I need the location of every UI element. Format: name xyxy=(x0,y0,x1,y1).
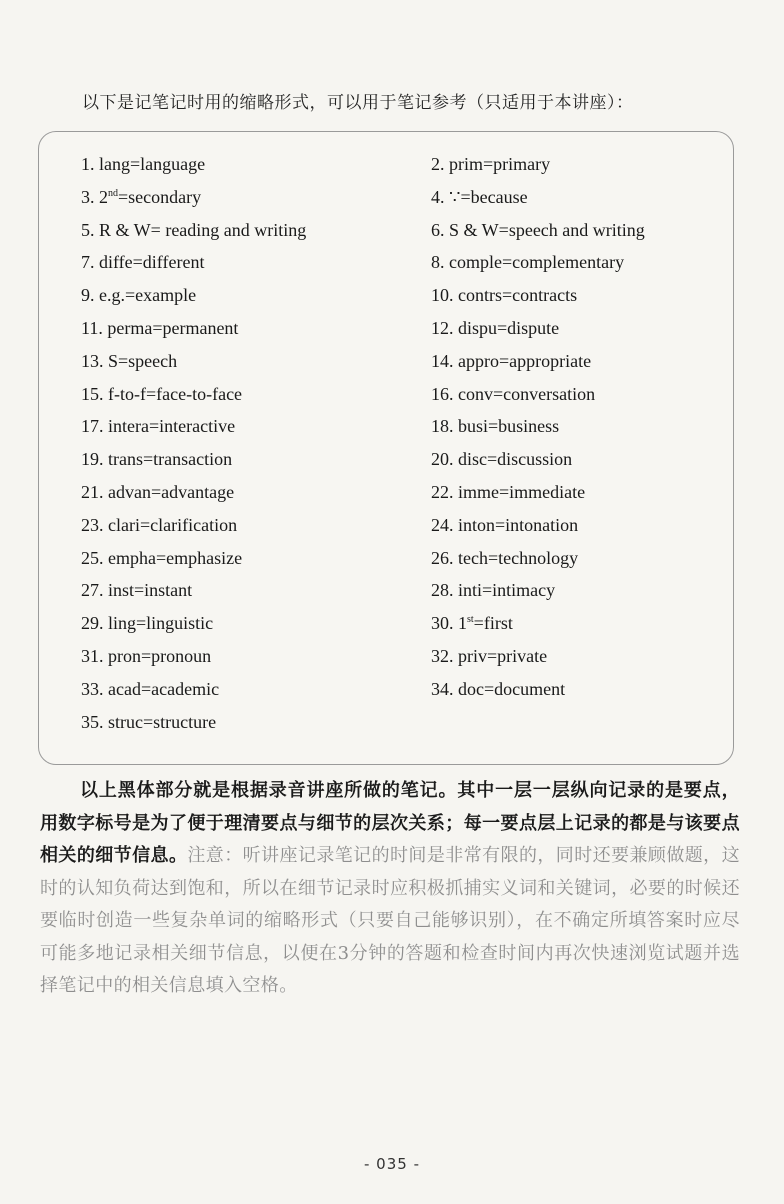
abbreviation-box xyxy=(38,131,734,765)
abbreviation-number: 9. xyxy=(81,285,95,306)
abbreviation-item xyxy=(431,673,731,706)
abbreviation-number: 23. xyxy=(81,514,104,535)
abbreviation-number: 19. xyxy=(81,449,104,470)
abbreviation-item xyxy=(431,312,731,345)
abbreviation-item xyxy=(81,706,431,739)
notes-explanation: 以上黑体部分就是根据录音讲座所做的笔记。其中一层一层纵向记录的是要点，用数字标号是为了便于理清要点与细节的层次关系；每一要点层上记录的都是与该要点相关的细节信息。 xyxy=(40,780,740,866)
abbreviation-number: 33. xyxy=(81,678,104,699)
abbreviation-text: conv=conversation xyxy=(458,383,596,404)
abbreviation-text: struc=structure xyxy=(108,711,217,732)
abbreviation-item xyxy=(431,509,731,542)
abbreviation-number: 5. xyxy=(81,219,95,240)
abbreviation-number: 2. xyxy=(431,154,445,174)
abbreviation-number: 13. xyxy=(81,350,104,371)
abbreviation-number: 12. xyxy=(431,317,454,338)
abbreviation-item xyxy=(81,148,431,181)
abbreviation-number: 17. xyxy=(81,416,104,437)
abbreviation-item xyxy=(81,312,431,345)
abbreviation-text: inst=instant xyxy=(108,580,193,601)
abbreviation-text: e.g.=example xyxy=(99,285,197,306)
abbreviation-text: R & W= reading and writing xyxy=(99,219,307,240)
abbreviation-item xyxy=(81,574,431,607)
abbreviation-item xyxy=(431,181,731,214)
abbreviation-text: S & W=speech and writing xyxy=(449,219,645,240)
abbreviation-text: ling=linguistic xyxy=(108,613,214,634)
ordinal-suffix: st xyxy=(467,614,474,626)
abbreviation-item xyxy=(431,378,731,411)
abbreviation-text: perma=permanent xyxy=(107,317,239,338)
abbreviation-text: disc=discussion xyxy=(458,449,573,470)
abbreviation-item xyxy=(431,443,731,476)
abbreviation-number: 18. xyxy=(431,416,454,437)
abbreviation-number: 10. xyxy=(431,285,454,306)
abbreviation-text: 2 xyxy=(99,186,108,207)
abbreviation-number: 30. xyxy=(431,613,454,634)
abbreviation-number: 29. xyxy=(81,613,104,634)
abbreviation-item xyxy=(81,640,431,673)
abbreviation-text: inti=intimacy xyxy=(458,580,556,601)
abbreviation-text: acad=academic xyxy=(108,678,220,699)
abbreviation-item xyxy=(431,410,731,443)
abbreviation-item xyxy=(81,345,431,378)
abbreviation-meaning: =secondary xyxy=(118,186,202,207)
abbreviation-item xyxy=(81,476,431,509)
abbreviation-number: 16. xyxy=(431,383,454,404)
abbreviation-text: busi=business xyxy=(458,416,560,437)
abbreviation-number: 26. xyxy=(431,547,454,568)
abbreviation-item xyxy=(81,443,431,476)
abbreviation-item xyxy=(81,214,431,247)
abbreviation-number: 20. xyxy=(431,449,454,470)
abbreviation-text: priv=private xyxy=(458,645,548,666)
abbreviation-text: lang=language xyxy=(99,154,206,174)
explanation-paragraph xyxy=(40,775,740,1003)
abbreviation-item xyxy=(431,607,731,640)
abbreviation-number: 15. xyxy=(81,383,104,404)
abbreviation-number: 25. xyxy=(81,547,104,568)
abbreviation-item xyxy=(81,542,431,575)
abbreviation-number: 14. xyxy=(431,350,454,371)
abbreviation-item xyxy=(431,640,731,673)
abbreviation-item xyxy=(81,378,431,411)
abbreviation-text: ∵=because xyxy=(449,186,528,207)
abbreviation-text: prim=primary xyxy=(449,154,551,174)
abbreviation-item xyxy=(431,246,731,279)
abbreviation-item xyxy=(431,279,731,312)
abbreviation-number: 32. xyxy=(431,645,454,666)
abbreviation-item xyxy=(81,181,431,214)
abbreviation-item xyxy=(431,476,731,509)
intro-text: 以下是记笔记时用的缩略形式，可以用于笔记参考（只适用于本讲座）： xyxy=(82,93,634,113)
abbreviation-text: inton=intonation xyxy=(458,514,579,535)
ordinal-suffix: nd xyxy=(108,187,118,199)
abbreviation-text: intera=interactive xyxy=(108,416,236,437)
abbreviation-number: 24. xyxy=(431,514,454,535)
abbreviation-item xyxy=(431,148,731,181)
abbreviation-text: appro=appropriate xyxy=(458,350,592,371)
abbreviation-number: 31. xyxy=(81,645,104,666)
abbreviation-number: 4. xyxy=(431,186,445,207)
abbreviation-number: 28. xyxy=(431,580,454,601)
abbreviation-number: 3. xyxy=(81,186,95,207)
abbreviation-text: contrs=contracts xyxy=(458,285,578,306)
abbreviation-item xyxy=(431,542,731,575)
abbreviation-number: 34. xyxy=(431,678,454,699)
abbreviation-number: 22. xyxy=(431,481,454,502)
attention-note: 注意：听讲座记录笔记的时间是非常有限的，同时还要兼顾做题，这时的认知负荷达到饱和，所以在细节记录时应积极抓捕实义词和关键词，必要的时候还要临时创造一些复杂单词的缩略形式（只要自己能够识别），在不确定所填答案时应尽可能多地记录相关细节信息，以便在3分钟的答题和检查时间内再次快速浏览试题并选择笔记中的相关信息填入空格。 xyxy=(40,845,740,996)
abbreviation-text: trans=transaction xyxy=(108,449,233,470)
page-number: - 035 - xyxy=(364,1155,420,1173)
abbreviation-text: S=speech xyxy=(108,350,178,371)
abbreviation-item xyxy=(431,214,731,247)
abbreviation-number: 1. xyxy=(81,154,95,174)
abbreviation-meaning: =first xyxy=(473,613,513,634)
abbreviation-text: doc=document xyxy=(458,678,566,699)
abbreviation-item xyxy=(81,509,431,542)
abbreviation-text: advan=advantage xyxy=(108,481,235,502)
abbreviation-number: 11. xyxy=(81,317,103,338)
abbreviation-text: f-to-f=face-to-face xyxy=(108,383,243,404)
abbreviation-number: 8. xyxy=(431,252,445,273)
abbreviation-number: 7. xyxy=(81,252,95,273)
abbreviation-item xyxy=(431,574,731,607)
abbreviation-item xyxy=(81,410,431,443)
abbreviation-text: diffe=different xyxy=(99,252,205,273)
abbreviation-text: empha=emphasize xyxy=(108,547,243,568)
abbreviation-number: 27. xyxy=(81,580,104,601)
abbreviation-text: clari=clarification xyxy=(108,514,238,535)
abbreviation-number: 6. xyxy=(431,219,445,240)
abbreviation-item xyxy=(81,673,431,706)
abbreviation-item xyxy=(81,279,431,312)
abbreviation-number: 35. xyxy=(81,711,104,732)
abbreviation-text: dispu=dispute xyxy=(458,317,560,338)
abbreviation-item xyxy=(431,345,731,378)
abbreviation-item xyxy=(81,246,431,279)
abbreviation-text: imme=immediate xyxy=(458,481,586,502)
abbreviation-text: tech=technology xyxy=(458,547,579,568)
abbreviation-text: 1 xyxy=(458,613,467,634)
abbreviation-number: 21. xyxy=(81,481,104,502)
abbreviation-item xyxy=(81,607,431,640)
abbreviation-list xyxy=(81,148,731,738)
abbreviation-text: comple=complementary xyxy=(449,252,625,273)
abbreviation-text: pron=pronoun xyxy=(108,645,212,666)
